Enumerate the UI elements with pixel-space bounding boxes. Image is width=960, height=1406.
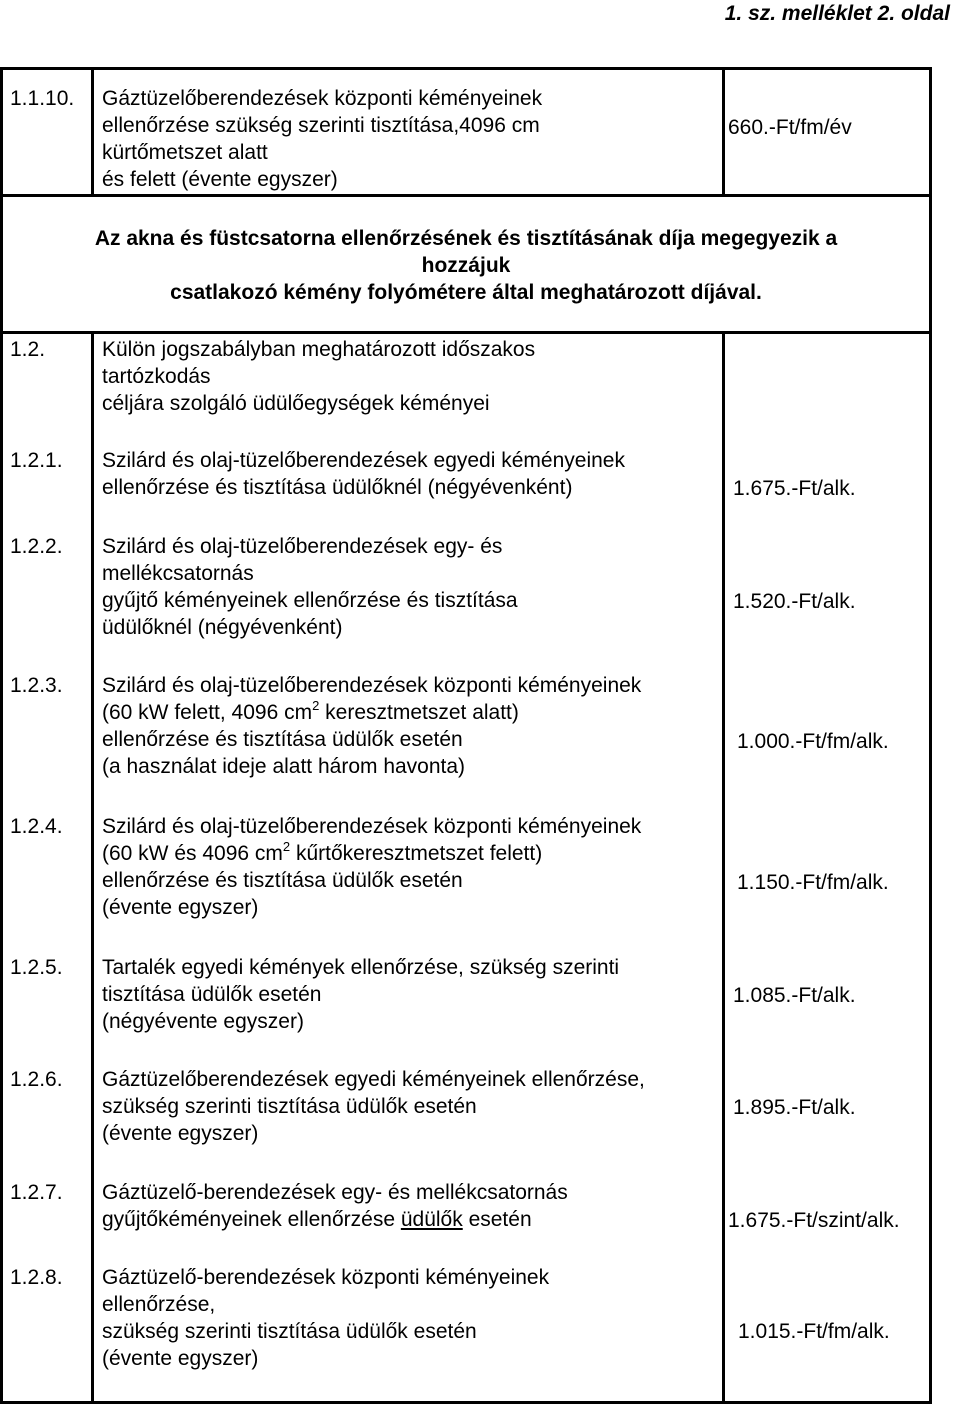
description-line: ellenőrzése és tisztítása üdülőknél (négyévenként): [102, 476, 573, 499]
description-text: (60 kW és 4096 cm: [102, 842, 283, 865]
description-line: gyűjtő kéményeinek ellenőrzése és tisztítása: [102, 589, 518, 612]
description-line: Szilárd és olaj-tüzelőberendezések egyedi kéményeinek: [102, 449, 625, 472]
description-line: kürtőmetszet alatt: [102, 141, 268, 164]
row-description: [102, 672, 722, 780]
page-header: 1. sz. melléklet 2. oldal: [724, 2, 950, 25]
description-text: (60 kW felett, 4096 cm: [102, 701, 313, 724]
description-line: szükség szerinti tisztítása üdülők esetén: [102, 1095, 477, 1118]
description-line: ellenőrzése és tisztítása üdülők esetén: [102, 869, 463, 892]
row-price: 1.015.-Ft/fm/alk.: [738, 1320, 890, 1343]
row-price: 1.520.-Ft/alk.: [733, 590, 856, 613]
divider-row-top: [0, 194, 932, 197]
row-description: [102, 954, 722, 1035]
row-number: 1.2.7.: [10, 1181, 63, 1204]
row-price: 1.895.-Ft/alk.: [733, 1096, 856, 1119]
description-line: Szilárd és olaj-tüzelőberendezések központi kéményeinek: [102, 815, 642, 838]
superscript: 2: [282, 839, 291, 854]
note-line: hozzájuk: [421, 254, 511, 277]
row-number: 1.1.10.: [10, 87, 75, 110]
description-line: (évente egyszer): [102, 1347, 259, 1370]
description-line: (évente egyszer): [102, 896, 259, 919]
description-line: tartózkodás: [102, 365, 211, 388]
description-line: (négyévente egyszer): [102, 1010, 304, 1033]
superscript: 2: [312, 698, 320, 713]
row-number: 1.2.3.: [10, 674, 63, 697]
description-line: [102, 840, 722, 867]
row-number: 1.2.5.: [10, 956, 63, 979]
row-number: 1.2.8.: [10, 1266, 63, 1289]
divider-note: [0, 331, 932, 334]
description-line: ellenőrzése szükség szerinti tisztítása,4096 cm: [102, 114, 540, 137]
row-description: [102, 85, 722, 193]
underlined-text: üdülők: [400, 1208, 463, 1231]
row-price: 1.000.-Ft/fm/alk.: [737, 730, 889, 753]
description-line: üdülőknél (négyévenként): [102, 616, 343, 639]
row-description: [102, 533, 722, 641]
row-description: [102, 1264, 722, 1372]
description-line: Szilárd és olaj-tüzelőberendezések központi kéményeinek: [102, 674, 642, 697]
description-line: mellékcsatornás: [102, 562, 254, 585]
description-line: [102, 699, 722, 726]
row-price: 1.085.-Ft/alk.: [733, 984, 856, 1007]
description-line: Szilárd és olaj-tüzelőberendezések egy- és: [102, 535, 503, 558]
row-description: [102, 1179, 722, 1233]
description-line: ellenőrzése,: [102, 1293, 216, 1316]
description-line: [102, 1206, 722, 1233]
divider-num-top: [91, 67, 94, 197]
row-number: 1.2.1.: [10, 449, 63, 472]
description-line: Gáztüzelő-berendezések egy- és mellékcsatornás: [102, 1181, 568, 1204]
description-line: (évente egyszer): [102, 1122, 259, 1145]
row-description: [102, 447, 722, 501]
description-line: Gáztüzelőberendezések egyedi kéményeinek ellenőrzése,: [102, 1068, 645, 1091]
divider-price: [722, 331, 725, 1404]
note-line: Az akna és füstcsatorna ellenőrzésének és tisztításának díja megegyezik a: [94, 227, 838, 250]
row-number: 1.2.4.: [10, 815, 63, 838]
divider-num: [91, 331, 94, 1404]
description-line: szükség szerinti tisztítása üdülők esetén: [102, 1320, 477, 1343]
description-text: keresztmetszet alatt): [319, 701, 519, 724]
description-line: Tartalék egyedi kémények ellenőrzése, szükség szerinti: [102, 956, 620, 979]
description-line: ellenőrzése és tisztítása üdülők esetén: [102, 728, 463, 751]
row-number: 1.2.6.: [10, 1068, 63, 1091]
description-line: Külön jogszabályban meghatározott időszakos: [102, 338, 536, 361]
row-description: [102, 813, 722, 921]
divider-price-top: [722, 67, 725, 197]
description-line: (a használat ideje alatt három havonta): [102, 755, 466, 778]
row-number: 1.2.2.: [10, 535, 63, 558]
description-line: Gáztüzelőberendezések központi kéményeinek: [102, 87, 543, 110]
description-text: kűrtőkeresztmetszet felett): [290, 842, 543, 865]
row-price: 660.-Ft/fm/év: [728, 116, 852, 139]
description-line: céljára szolgáló üdülőegységek kéményei: [102, 392, 490, 415]
row-number: 1.2.: [10, 338, 46, 361]
description-text: gyűjtőkéményeinek ellenőrzése: [102, 1208, 401, 1231]
row-price: 1.150.-Ft/fm/alk.: [737, 871, 889, 894]
description-line: tisztítása üdülők esetén: [102, 983, 322, 1006]
row-description: [102, 1066, 722, 1147]
note-line: csatlakozó kémény folyómétere által meghatározott díjával.: [170, 281, 762, 304]
row-price: 1.675.-Ft/szint/alk.: [728, 1209, 900, 1232]
description-text: esetén: [462, 1208, 532, 1231]
note-block: [0, 225, 932, 306]
row-price: 1.675.-Ft/alk.: [733, 477, 856, 500]
description-line: és felett (évente egyszer): [102, 168, 338, 191]
row-description: [102, 336, 722, 417]
description-line: Gáztüzelő-berendezések központi kéményeinek: [102, 1266, 550, 1289]
